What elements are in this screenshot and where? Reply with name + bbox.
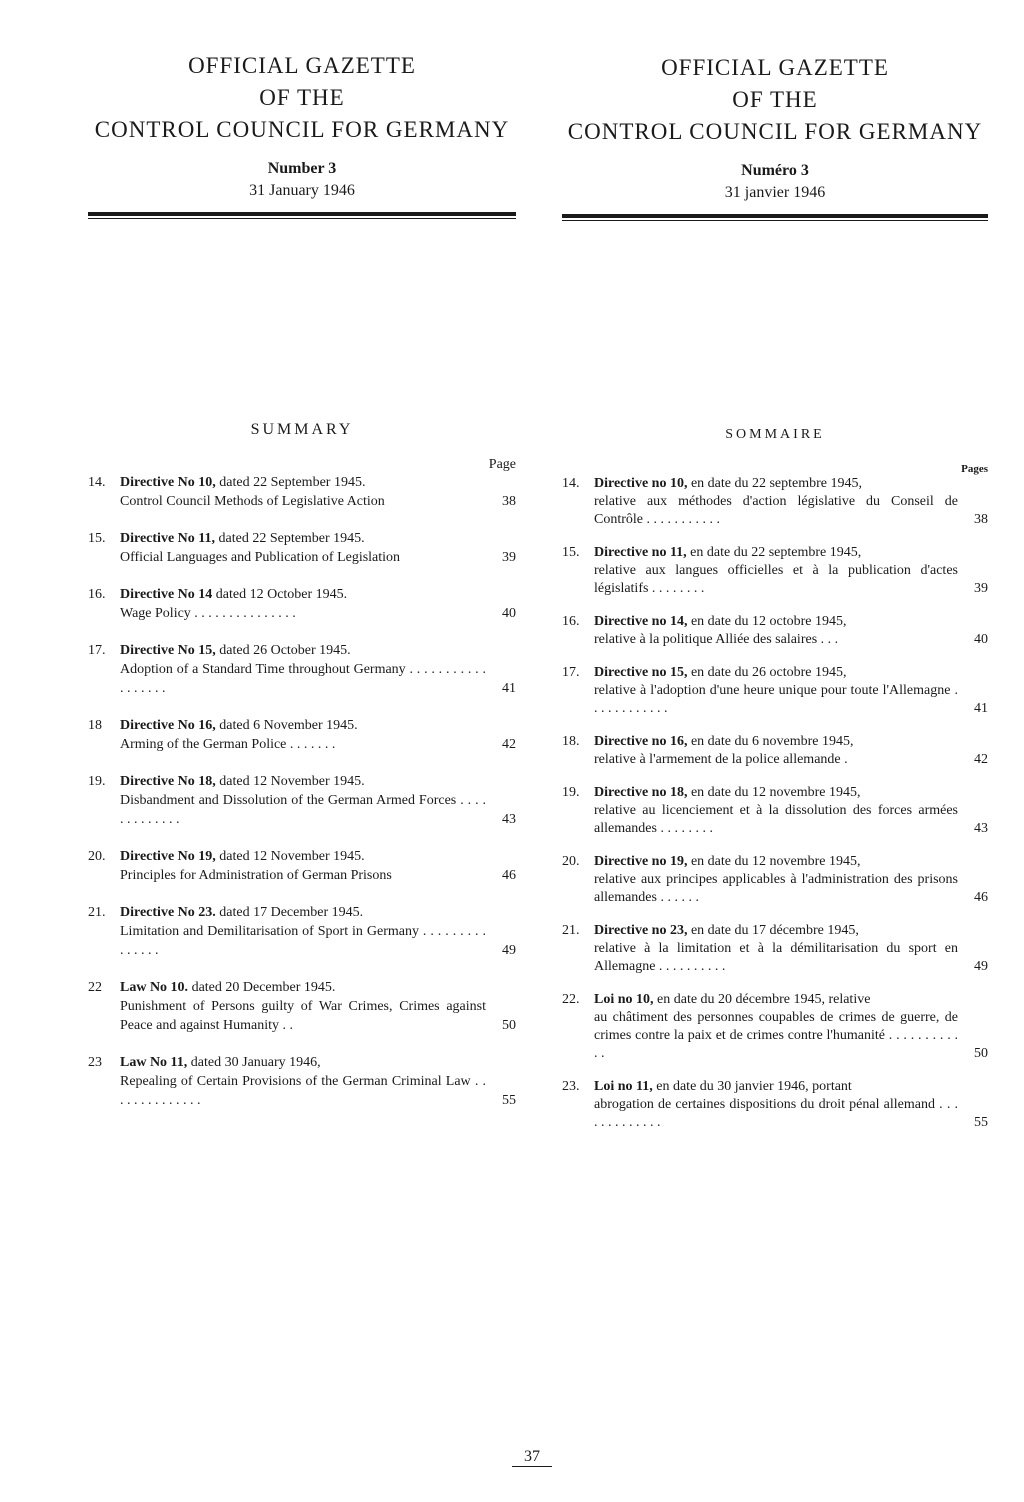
entry-title: Disbandment and Dissolution of the German Armed Forces . . . . . . . . . . . . . [120,793,486,827]
entry-date: dated 12 October 1945. [212,587,348,602]
english-title-line: CONTROL COUNCIL FOR GERMANY [94,117,510,142]
entry-number: 17. [562,665,580,680]
entry-page-number: 40 [502,606,516,621]
entry-instrument: Directive no 11, [594,545,687,560]
entry-heading [120,903,516,922]
entry-body [120,847,516,885]
entry-heading [594,664,988,682]
entry-title: Punishment of Persons guilty of War Crimes, Crimes against Peace and against Humanity . . [120,999,486,1033]
entry-date: en date du 12 octobre 1945, [687,614,847,629]
summary-entry [562,664,988,718]
entry-page-number: 38 [502,494,516,509]
entry-body [594,733,988,769]
english-title-line: OF THE [259,85,345,110]
summary-entry [562,784,988,838]
entry-heading [594,784,988,802]
entry-title-row [120,735,516,754]
entry-number: 16. [562,614,580,629]
entry-date: dated 17 December 1945. [215,905,364,920]
entry-title-row [120,660,516,698]
entry-heading [120,978,516,997]
entry-title-row [594,802,988,838]
entry-body [120,585,516,623]
entry-body [120,641,516,698]
entry-heading [594,733,988,751]
entry-date: en date du 12 novembre 1945, [687,785,861,800]
english-issue-date: 31 January 1946 [249,182,355,199]
entry-title: au châtiment des personnes coupables de crimes de guerre, de crimes contre la paix et de crimes contre l'humanité . . . . . . . . . . . . [594,1010,958,1061]
entry-title: Principles for Administration of German Prisons [120,868,392,883]
entry-body [594,853,988,907]
summary-entry [88,641,516,698]
entry-body [120,716,516,754]
summary-entry [562,733,988,769]
entry-body [594,475,988,529]
entry-body [120,978,516,1035]
entry-title: relative aux langues officielles et à la publication d'actes législatifs . . . . . . . . [594,563,958,596]
entry-instrument: Law No 10. [120,980,189,995]
entry-instrument: Loi no 11, [594,1079,653,1094]
summary-entry [88,529,516,567]
entry-instrument: Directive no 18, [594,785,688,800]
french-summary-list [562,475,988,1132]
entry-number: 14. [88,475,106,490]
entry-date: en date du 12 novembre 1945, [687,854,861,869]
entry-title: Wage Policy . . . . . . . . . . . . . . . [120,606,296,621]
entry-title-row [120,922,516,960]
entry-page-number: 39 [974,581,988,596]
entry-number: 18 [88,718,102,733]
summary-entry [88,585,516,623]
entry-instrument: Directive no 19, [594,854,688,869]
entry-title: Official Languages and Publication of Legislation [120,550,401,565]
summary-entry [88,978,516,1035]
entry-date: dated 30 January 1946, [187,1055,321,1070]
entry-instrument: Directive no 23, [594,923,688,938]
entry-number: 19. [562,785,580,800]
entry-page-number: 40 [974,632,988,647]
french-title-line: OF THE [732,87,818,112]
french-title-line: OFFICIAL GAZETTE [661,55,889,80]
entry-number: 18. [562,734,580,749]
entry-date: dated 20 December 1945. [188,980,336,995]
entry-number: 17. [88,643,106,658]
entry-date: dated 12 November 1945. [215,774,365,789]
entry-title-row [594,751,988,769]
entry-heading [120,585,516,604]
english-masthead [88,0,516,219]
entry-number: 23. [562,1079,580,1094]
summary-entry [88,473,516,511]
entry-date: en date du 17 décembre 1945, [687,923,859,938]
entry-title: Control Council Methods of Legislative Action [120,494,385,509]
summary-entry [88,772,516,829]
entry-title-row [594,940,988,976]
entry-title: relative à l'adoption d'une heure unique pour toute l'Allemagne . . . . . . . . . . . . [594,683,958,716]
french-title-line: CONTROL COUNCIL FOR GERMANY [567,119,983,144]
entry-date: dated 12 November 1945. [215,849,365,864]
entry-title-row [120,1072,516,1110]
english-summary-list [88,473,516,1110]
entry-date: dated 26 October 1945. [215,643,351,658]
entry-title: relative aux méthodes d'action législative du Conseil de Contrôle . . . . . . . . . . . [594,494,958,527]
entry-page-number: 49 [502,943,516,958]
entry-page-number: 50 [502,1018,516,1033]
entry-body [594,922,988,976]
entry-title: Limitation and Demilitarisation of Sport in Germany . . . . . . . . . . . . . . . [120,924,486,958]
entry-body [594,784,988,838]
french-masthead [562,0,988,221]
entry-title-row [594,682,988,718]
entry-heading [594,475,988,493]
entry-date: en date du 30 janvier 1946, portant [652,1079,852,1094]
entry-number: 15. [88,531,106,546]
french-column [562,0,988,1147]
summary-entry [562,853,988,907]
summary-entry [562,922,988,976]
entry-page-number: 55 [974,1115,988,1130]
entry-heading [594,991,988,1009]
english-title-line: OFFICIAL GAZETTE [188,53,416,78]
french-rule-thin [562,220,988,221]
entry-date: dated 22 September 1945. [215,475,366,490]
entry-instrument: Loi no 10, [594,992,654,1007]
summary-entry [562,475,988,529]
entry-heading [120,772,516,791]
entry-title-row [594,493,988,529]
entry-title-row [594,1009,988,1063]
entry-instrument: Directive No 16, [120,718,216,733]
entry-title: relative aux principes applicables à l'administration des prisons allemandes . . . . . . [594,872,958,905]
entry-title-row [594,562,988,598]
entry-body [594,544,988,598]
entry-body [120,903,516,960]
english-rule-thin [88,218,516,219]
entry-title: Adoption of a Standard Time throughout Germany . . . . . . . . . . . . . . . . . . [120,662,486,696]
entry-heading [120,1053,516,1072]
entry-date: en date du 22 septembre 1945, [686,545,862,560]
entry-number: 19. [88,774,106,789]
entry-heading [594,922,988,940]
summary-entry [88,1053,516,1110]
entry-instrument: Directive No 10, [120,475,216,490]
entry-page-number: 41 [974,701,988,716]
english-rule-thick [88,212,516,216]
entry-number: 20. [562,854,580,869]
entry-body [120,529,516,567]
entry-page-number: 43 [974,821,988,836]
summary-entry [88,716,516,754]
entry-title-row [120,866,516,885]
entry-title: abrogation de certaines dispositions du droit pénal allemand . . . . . . . . . . . . . [594,1097,958,1130]
entry-title: relative au licenciement et à la dissolution des forces armées allemandes . . . . . . . . [594,803,958,836]
entry-instrument: Directive no 16, [594,734,688,749]
entry-body [594,613,988,649]
entry-heading [594,853,988,871]
entry-date: en date du 22 septembre 1945, [687,476,863,491]
summary-entry [88,847,516,885]
entry-title: relative à l'armement de la police allemande . [594,752,848,767]
entry-title-row [120,791,516,829]
entry-number: 20. [88,849,106,864]
entry-page-number: 39 [502,550,516,565]
entry-number: 21. [562,923,580,938]
entry-title: relative à la politique Alliée des salaires . . . [594,632,839,647]
entry-heading [120,641,516,660]
entry-page-number: 46 [974,890,988,905]
entry-number: 22 [88,980,102,995]
entry-body [120,1053,516,1110]
entry-body [594,1078,988,1132]
entry-title-row [120,492,516,511]
entry-date: en date du 20 décembre 1945, relative [653,992,871,1007]
entry-date: dated 22 September 1945. [215,531,365,546]
entry-instrument: Directive No 11, [120,531,215,546]
entry-body [594,664,988,718]
entry-instrument: Directive no 15, [594,665,688,680]
entry-number: 14. [562,476,580,491]
entry-title-row [120,997,516,1035]
english-column [88,0,516,1128]
entry-instrument: Directive No 23. [120,905,216,920]
entry-title-row [594,1096,988,1132]
entry-page-number: 42 [502,737,516,752]
entry-title: Repealing of Certain Provisions of the German Criminal Law . . . . . . . . . . . . . . [120,1074,486,1108]
entry-instrument: Directive no 10, [594,476,688,491]
entry-date: en date du 26 octobre 1945, [687,665,847,680]
french-gazette-title [562,0,988,148]
entry-number: 23 [88,1055,102,1070]
entry-page-number: 55 [502,1093,516,1108]
entry-instrument: Directive No 19, [120,849,216,864]
entry-page-number: 46 [502,868,516,883]
entry-page-number: 38 [974,512,988,527]
entry-title: relative à la limitation et à la démilitarisation du sport en Allemagne . . . . . . . . . . [594,941,958,974]
french-issue-date: 31 janvier 1946 [724,184,826,201]
entry-date: dated 6 November 1945. [215,718,358,733]
entry-page-number: 50 [974,1046,988,1061]
entry-date: en date du 6 novembre 1945, [687,734,854,749]
entry-page-number: 43 [502,812,516,827]
french-page-label: Pages [961,463,988,475]
french-summary-title: SOMMAIRE [725,427,825,442]
entry-number: 15. [562,545,580,560]
entry-instrument: Directive no 14, [594,614,688,629]
entry-instrument: Law No 11, [120,1055,188,1070]
entry-body [120,473,516,511]
summary-entry [88,903,516,960]
entry-number: 21. [88,905,106,920]
page-number: 37 [512,1448,552,1467]
entry-title-row [120,604,516,623]
english-issue-number: Number 3 [267,160,337,177]
summary-entry [562,613,988,649]
english-gazette-title [88,0,516,146]
entry-heading [594,544,988,562]
entry-page-number: 49 [974,959,988,974]
entry-body [594,991,988,1063]
summary-entry [562,991,988,1063]
entry-instrument: Directive No 18, [120,774,216,789]
summary-entry [562,1078,988,1132]
entry-page-number: 41 [502,681,516,696]
entry-heading [120,529,516,548]
entry-number: 22. [562,992,580,1007]
entry-title-row [594,871,988,907]
entry-body [120,772,516,829]
entry-heading [120,473,516,492]
entry-instrument: Directive No 14 [120,587,213,602]
entry-heading [120,716,516,735]
entry-heading [120,847,516,866]
summary-entry [562,544,988,598]
entry-title-row [594,631,988,649]
english-summary-title: SUMMARY [250,421,354,438]
french-issue-number: Numéro 3 [741,162,809,179]
english-page-label: Page [488,457,516,472]
entry-number: 16. [88,587,106,602]
entry-heading [594,613,988,631]
entry-instrument: Directive No 15, [120,643,216,658]
entry-page-number: 42 [974,752,988,767]
entry-title: Arming of the German Police . . . . . . . [120,737,336,752]
entry-heading [594,1078,988,1096]
french-rule-thick [562,214,988,218]
entry-title-row [120,548,516,567]
